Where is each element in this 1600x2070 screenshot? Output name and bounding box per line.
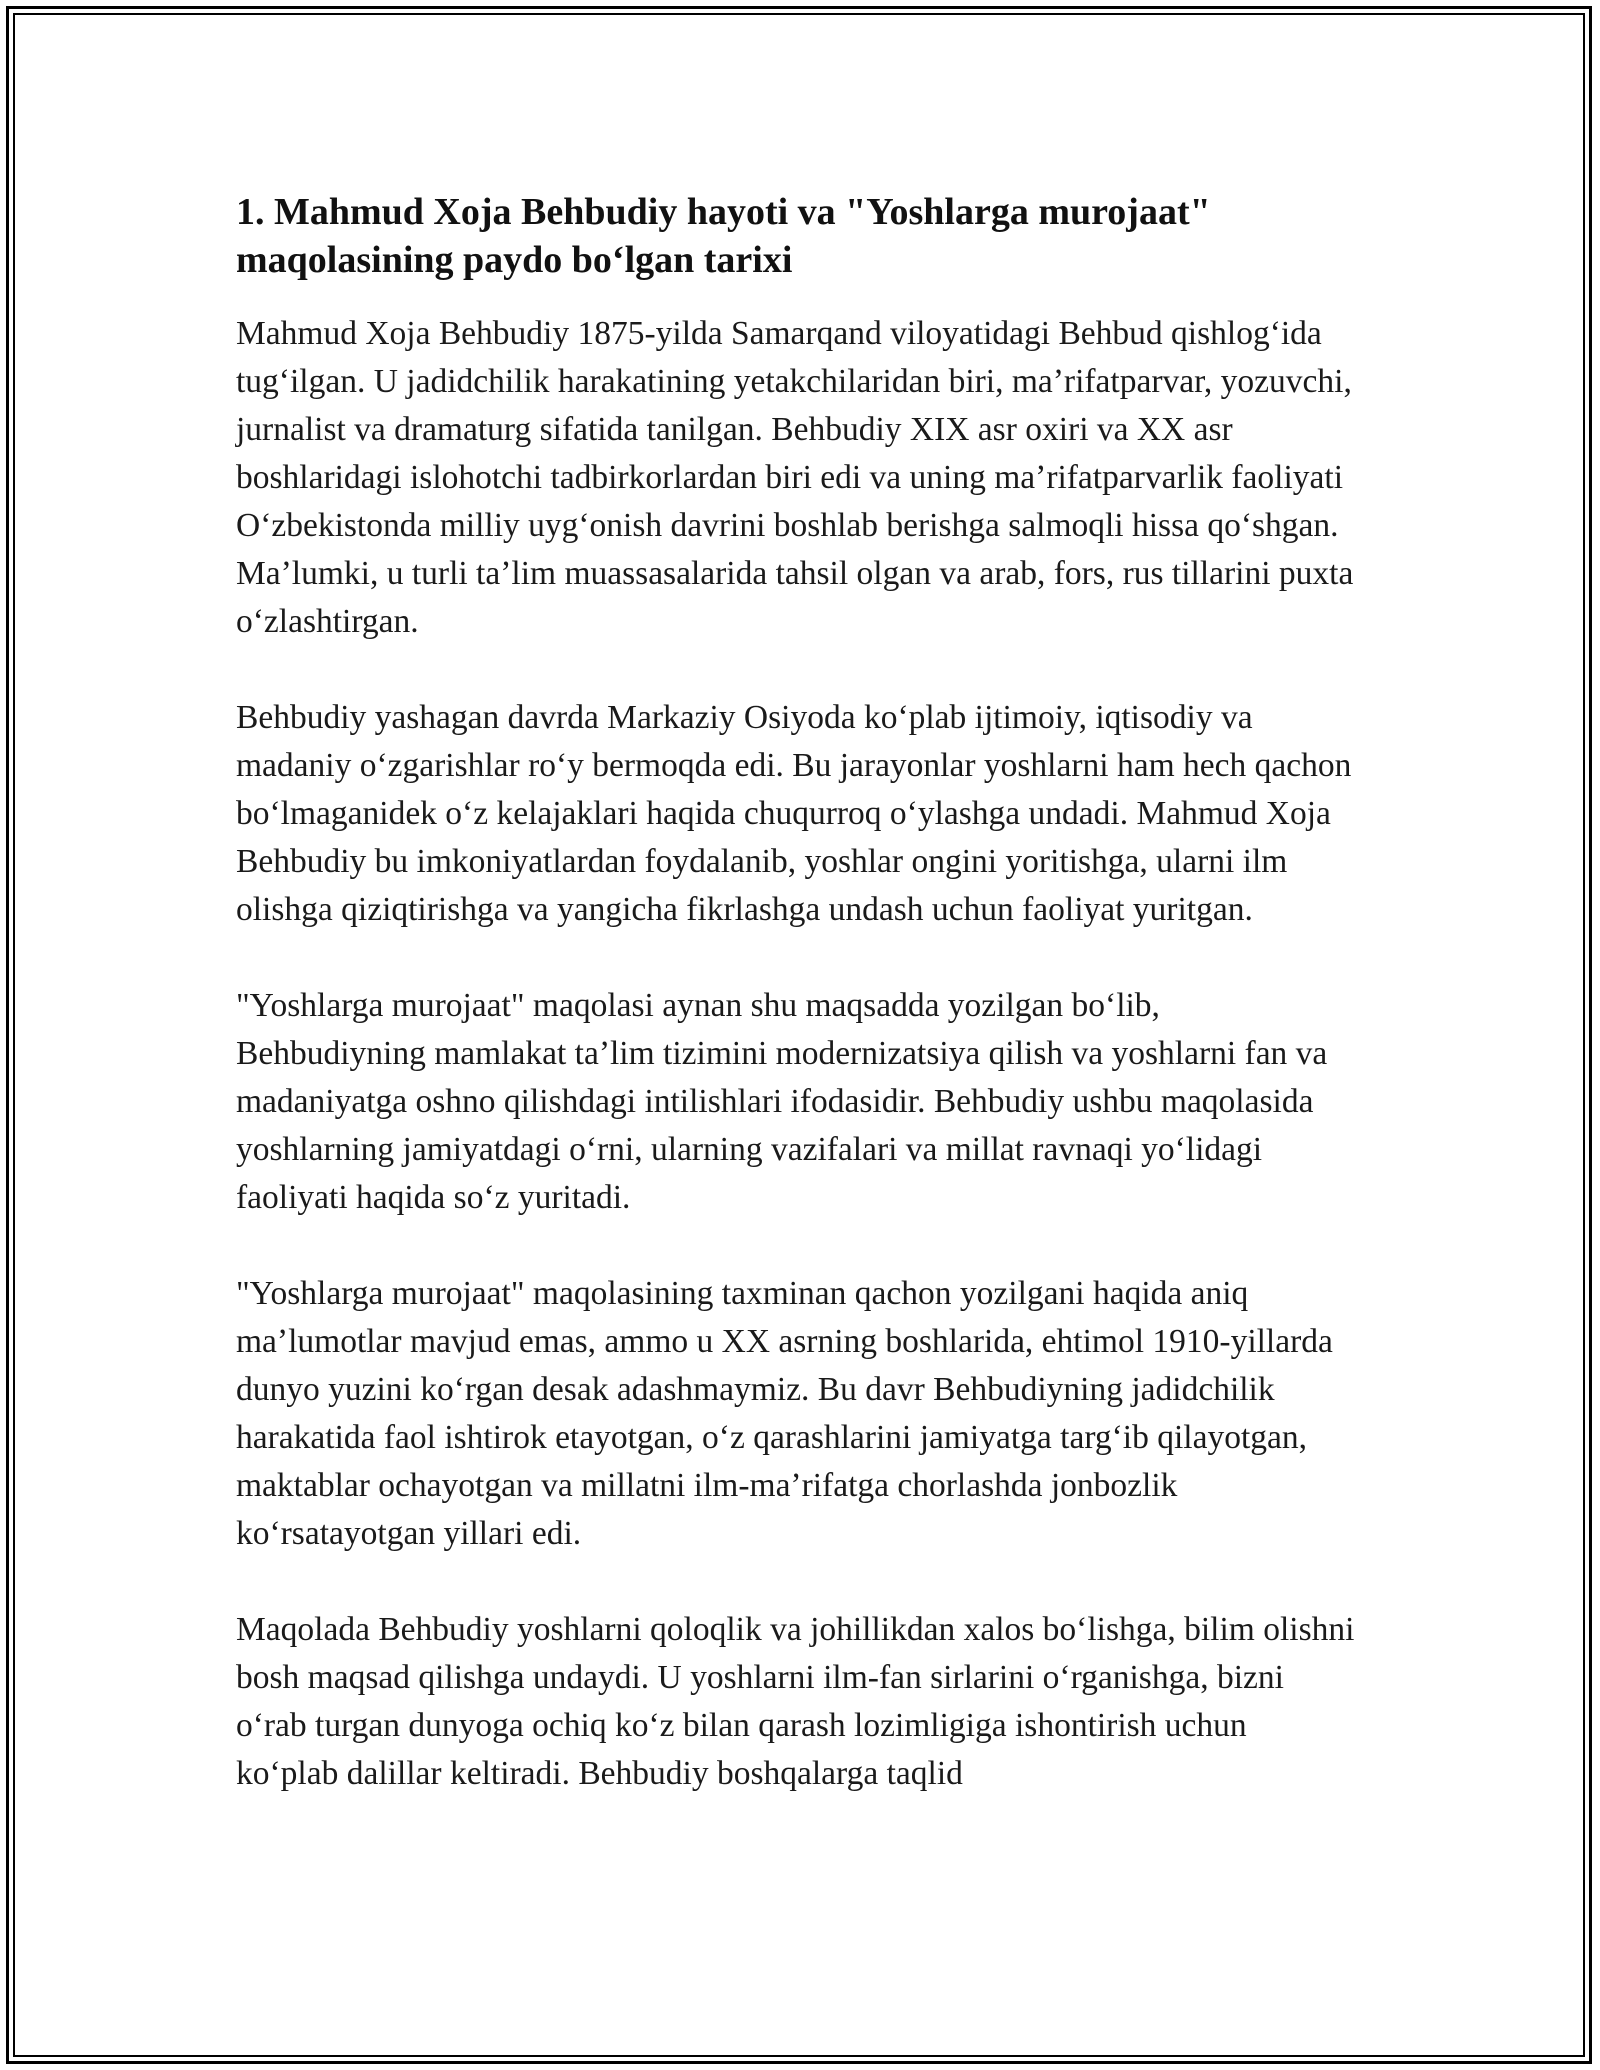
paragraph-biography: Mahmud Xoja Behbudiy 1875-yilda Samarqand viloyatidagi Behbud qishlogʻida tugʻilgan. U jadidchilik harakatining yetakchilaridan biri, maʼrifatparvar, yozuvchi, jurnalist va dramaturg sifatida tanilgan. Behbudiy XIX asr oxiri va XX asr boshlaridagi islohotchi tadbirkorlardan biri edi va uning maʼrifatparvarlik faoliyati Oʻzbekistonda milliy uygʻonish davrini boshlab berishga salmoqli hissa qoʻshgan. Maʼlumki, u turli taʼlim muassasalarida tahsil olgan va arab, fors, rus tillarini puxta oʻzlashtirgan.: [236, 315, 1354, 640]
paragraph-historical-context: Behbudiy yashagan davrda Markaziy Osiyoda koʻplab ijtimoiy, iqtisodiy va madaniy oʻzgarishlar roʻy bermoqda edi. Bu jarayonlar yoshlarni ham hech qachon boʻlmaganidek oʻz kelajaklari haqida chuqurroq oʻylashga undadi. Mahmud Xoja Behbudiy bu imkoniyatlardan foydalanib, yoshlar ongini yoritishga, ularni ilm olishga qiziqtirishga va yangicha fikrlashga undash uchun faoliyat yuritgan.: [236, 699, 1352, 928]
paragraph-article-purpose: "Yoshlarga murojaat" maqolasi aynan shu maqsadda yozilgan boʻlib, Behbudiyning mamlakat taʼlim tizimini modernizatsiya qilish va yoshlarni fan va madaniyatga oshno qilishdagi intilishlari ifodasidir. Behbudiy ushbu maqolasida yoshlarning jamiyatdagi oʻrni, ularning vazifalari va millat ravnaqi yoʻlidagi faoliyati haqida soʻz yuritadi.: [236, 987, 1328, 1216]
paragraph-article-date: "Yoshlarga murojaat" maqolasining taxminan qachon yozilgani haqida aniq maʼlumotlar mavjud emas, ammo u XX asrning boshlarida, ehtimol 1910-yillarda dunyo yuzini koʻrgan desak adashmaymiz. Bu davr Behbudiyning jadidchilik harakatida faol ishtirok etayotgan, oʻz qarashlarini jamiyatga targʻib qilayotgan, maktablar ochayotgan va millatni ilm-maʼrifatga chorlashda jonbozlik koʻrsatayotgan yillari edi.: [236, 1275, 1333, 1552]
paragraph-article-content: Maqolada Behbudiy yoshlarni qoloqlik va johillikdan xalos boʻlishga, bilim olishni bosh maqsad qilishga undaydi. U yoshlarni ilm-fan sirlarini oʻrganishga, bizni oʻrab turgan dunyoga ochiq koʻz bilan qarash lozimligiga ishontirish uchun koʻplab dalillar keltiradi. Behbudiy boshqalarga taqlid: [236, 1611, 1355, 1792]
document-body: [236, 188, 1356, 1846]
section-heading: 1. Mahmud Xoja Behbudiy hayoti va "Yoshlarga murojaat" maqolasining paydo boʻlgan tarixi: [236, 191, 1211, 281]
